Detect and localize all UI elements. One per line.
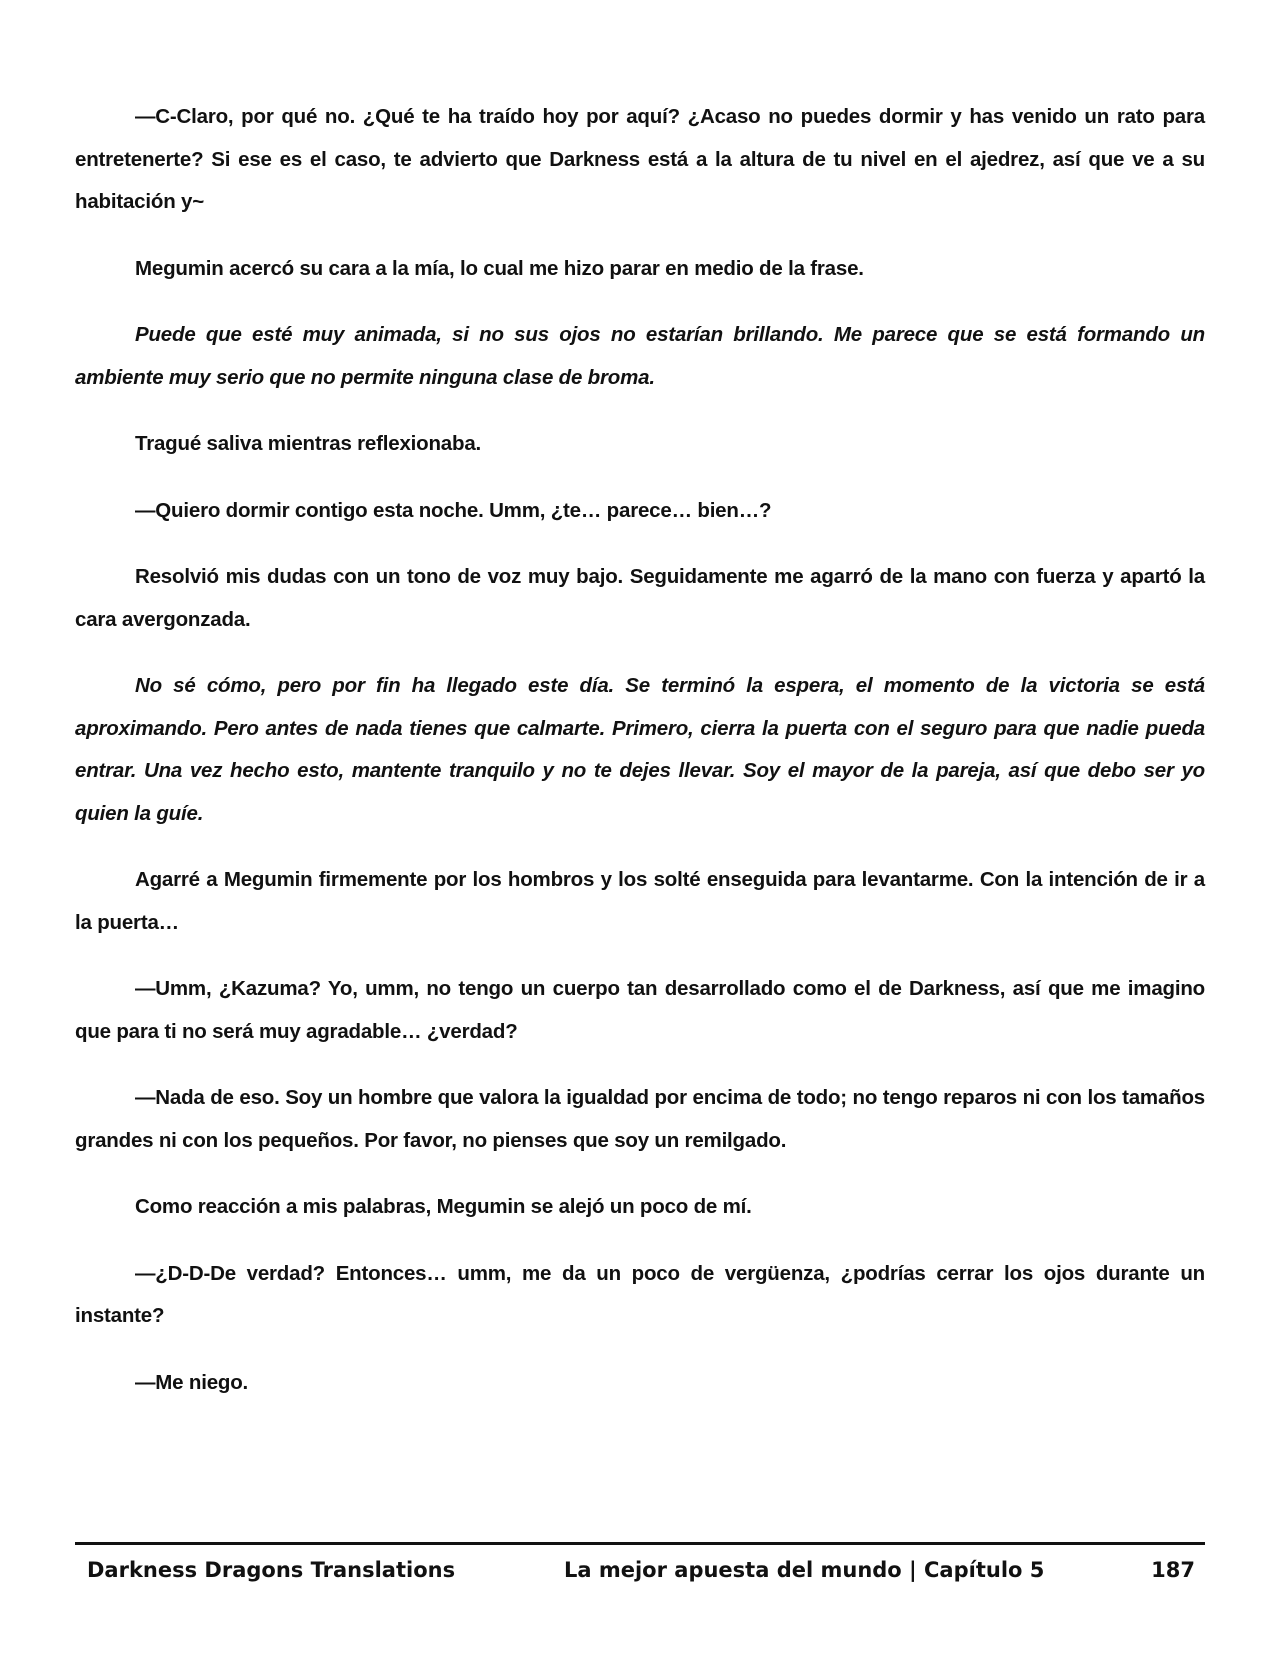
paragraph-thought: Puede que esté muy animada, si no sus ojos no estarían brillando. Me parece que se está formando un ambiente muy serio que no permite ninguna clase de broma. (75, 323, 1205, 389)
footer-divider (75, 1542, 1205, 1545)
paragraph: —Me niego. (135, 1370, 249, 1394)
page-number: 187 (1151, 1558, 1195, 1582)
paragraph: Tragué saliva mientras reflexionaba. (135, 432, 482, 455)
paragraph: Resolvió mis dudas con un tono de voz muy bajo. Seguidamente me agarró de la mano con fuerza y apartó la cara avergonzada. (75, 565, 1205, 631)
paragraph: —C-Claro, por qué no. ¿Qué te ha traído hoy por aquí? ¿Acaso no puedes dormir y has venido un rato para entretenerte? Si ese es el caso, te advierto que Darkness está a la altura de tu nivel en el ajedrez, así que ve a su habitación y~ (75, 105, 1205, 213)
paragraph: Como reacción a mis palabras, Megumin se alejó un poco de mí. (135, 1195, 752, 1218)
paragraph: —¿D-D-De verdad? Entonces… umm, me da un poco de vergüenza, ¿podrías cerrar los ojos durante un instante? (75, 1261, 1205, 1327)
paragraph: Megumin acercó su cara a la mía, lo cual me hizo parar en medio de la frase. (135, 256, 864, 280)
page-footer (87, 1550, 1195, 1590)
paragraph-thought: No sé cómo, pero por fin ha llegado este día. Se terminó la espera, el momento de la victoria se está aproximando. Pero antes de nada tienes que calmarte. Primero, cierra la puerta con el seguro para que nadie pueda entrar. Una vez hecho esto, mantente tranquilo y no te dejes llevar. Soy el mayor de la pareja, así que debo ser yo quien la guíe. (75, 674, 1205, 825)
paragraph: Agarré a Megumin firmemente por los hombros y los solté enseguida para levantarme. Con la intención de ir a la puerta… (75, 868, 1205, 934)
footer-chapter-title: La mejor apuesta del mundo | Capítulo 5 (564, 1558, 1045, 1582)
paragraph: —Umm, ¿Kazuma? Yo, umm, no tengo un cuerpo tan desarrollado como el de Darkness, así que me imagino que para ti no será muy agradable… ¿verdad? (75, 977, 1205, 1043)
paragraph: —Nada de eso. Soy un hombre que valora la igualdad por encima de todo; no tengo reparos ni con los tamaños grandes ni con los pequeños. Por favor, no pienses que soy un remilgado. (75, 1086, 1205, 1152)
page-body (75, 96, 1205, 1428)
footer-translator-name: Darkness Dragons Translations (87, 1558, 456, 1582)
paragraph: —Quiero dormir contigo esta noche. Umm, ¿te… parece… bien…? (135, 498, 772, 522)
